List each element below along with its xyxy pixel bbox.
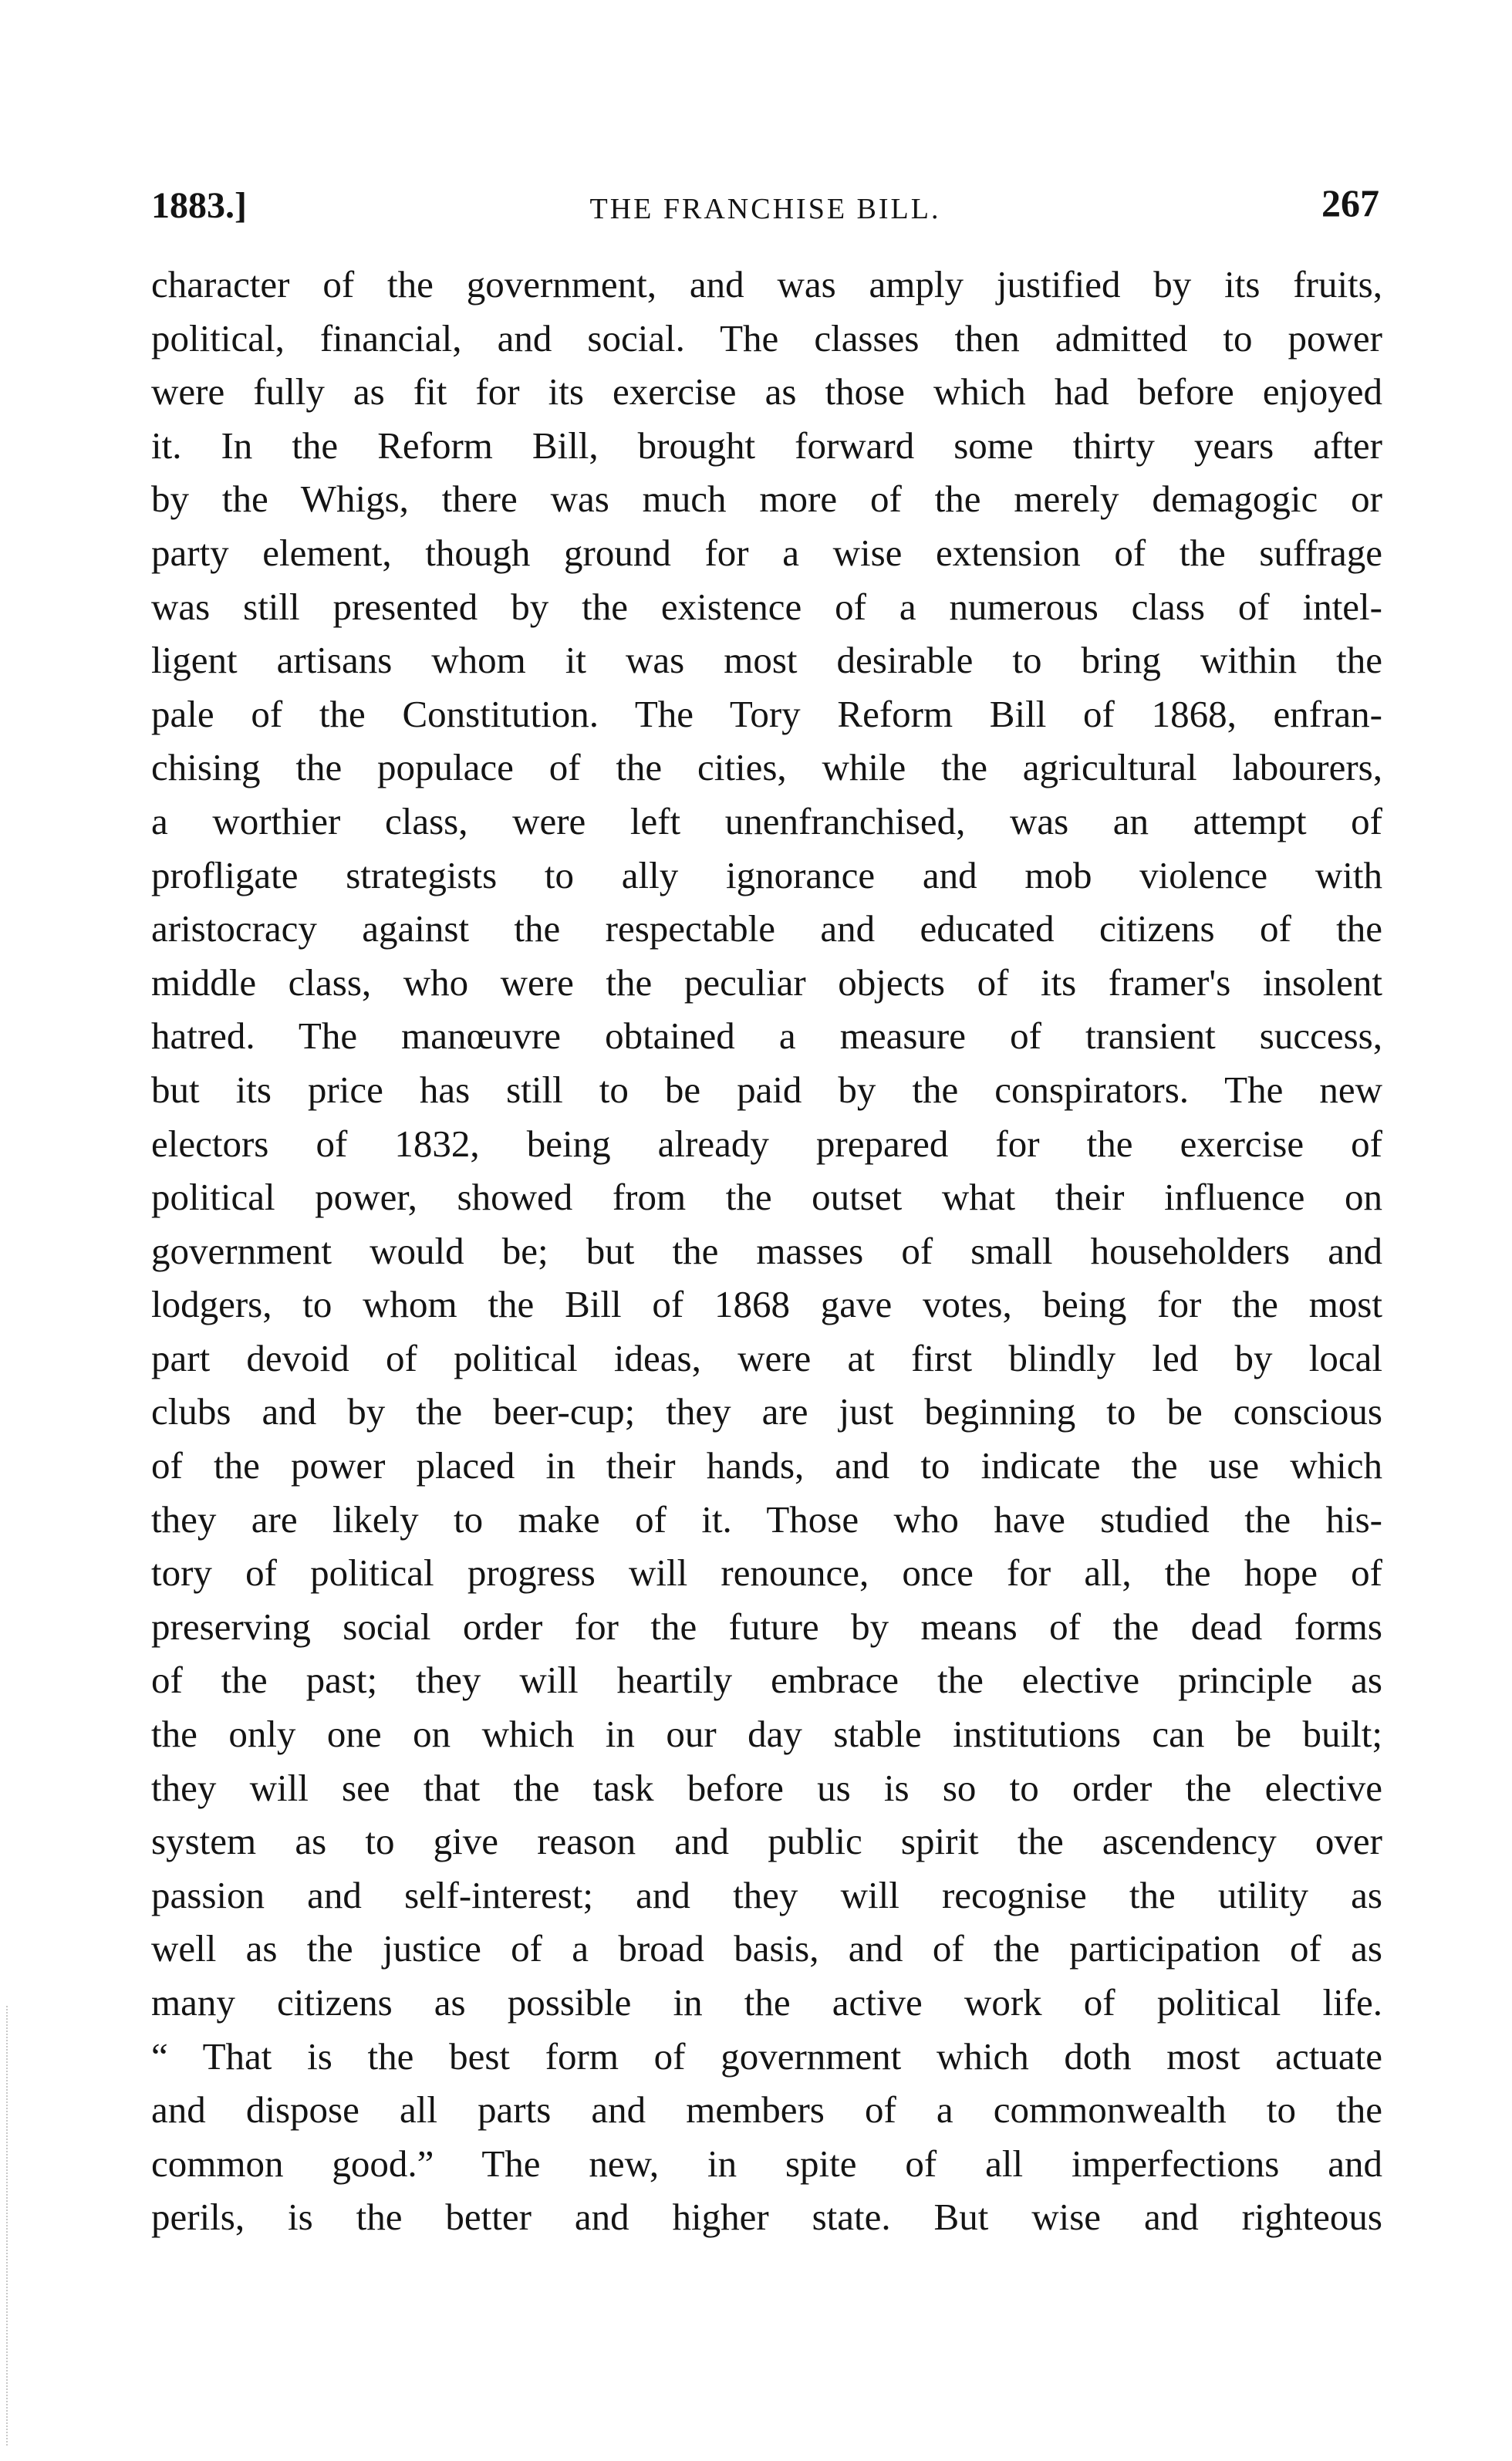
text-line: but its price has still to be paid by the conspirators. The new: [151, 1068, 1382, 1111]
text-line: “ That is the best form of government which doth most actuate: [151, 2034, 1382, 2078]
text-line: of the past; they will heartily embrace the elective principle as: [151, 1659, 1382, 1702]
text-line: they will see that the task before us is so to order the elective: [151, 1766, 1382, 1809]
text-line: passion and self-interest; and they will recognise the utility as: [151, 1873, 1382, 1916]
text-line: profligate strategists to ally ignorance and mob violence with: [151, 853, 1382, 896]
text-line: ligent artisans whom it was most desirable to bring within the: [151, 639, 1382, 682]
text-line: middle class, who were the peculiar objects of its framer's insolent: [151, 960, 1382, 1004]
text-line: common good.” The new, in spite of all imperfections and: [151, 2142, 1382, 2185]
text-line: chising the populace of the cities, while the agricultural labourers,: [151, 746, 1382, 789]
text-line: was still presented by the existence of a numerous class of intel-: [151, 585, 1382, 628]
text-line: aristocracy against the respectable and educated citizens of the: [151, 907, 1382, 950]
body-text: [151, 258, 1382, 2244]
text-line: lodgers, to whom the Bill of 1868 gave votes, being for the most: [151, 1283, 1382, 1326]
text-line: perils, is the better and higher state. But wise and righteous: [151, 2196, 1382, 2239]
text-line: party element, though ground for a wise extension of the suffrage: [151, 531, 1382, 574]
page-number: 267: [1321, 181, 1379, 224]
text-line: electors of 1832, being already prepared for the exercise of: [151, 1122, 1382, 1165]
header-year: 1883.]: [151, 185, 247, 226]
text-line: government would be; but the masses of small householders and: [151, 1229, 1382, 1272]
text-line: system as to give reason and public spirit the ascendency over: [151, 1820, 1382, 1863]
text-line: clubs and by the beer-cup; they are just beginning to be conscious: [151, 1390, 1382, 1433]
text-line: by the Whigs, there was much more of the merely demagogic or: [151, 478, 1382, 521]
text-line: and dispose all parts and members of a commonwealth to the: [151, 2088, 1382, 2132]
running-title: THE FRANCHISE BILL.: [589, 193, 941, 225]
text-line: hatred. The manœuvre obtained a measure of transient success,: [151, 1014, 1382, 1058]
text-line: the only one on which in our day stable institutions can be built;: [151, 1713, 1382, 1756]
text-line: it. In the Reform Bill, brought forward some thirty years after: [151, 424, 1382, 467]
running-head: [151, 179, 1379, 233]
text-line: well as the justice of a broad basis, and of the participation of as: [151, 1927, 1382, 1970]
text-line: character of the government, and was amply justified by its fruits,: [151, 263, 1382, 306]
text-line: a worthier class, were left unenfranchised, was an attempt of: [151, 799, 1382, 842]
gutter-speckle: [6, 2006, 15, 2446]
text-line: political, financial, and social. The classes then admitted to power: [151, 316, 1382, 360]
text-line: part devoid of political ideas, were at first blindly led by local: [151, 1336, 1382, 1379]
text-line: were fully as fit for its exercise as those which had before enjoyed: [151, 370, 1382, 414]
text-line: pale of the Constitution. The Tory Reform Bill of 1868, enfran-: [151, 692, 1382, 735]
text-line: tory of political progress will renounce, once for all, the hope of: [151, 1551, 1382, 1595]
text-line: many citizens as possible in the active work of political life.: [151, 1981, 1382, 2024]
text-line: preserving social order for the future by means of the dead forms: [151, 1605, 1382, 1648]
text-line: they are likely to make of it. Those who have studied the his-: [151, 1497, 1382, 1541]
text-line: political power, showed from the outset what their influence on: [151, 1176, 1382, 1219]
text-line: of the power placed in their hands, and to indicate the use which: [151, 1444, 1382, 1487]
